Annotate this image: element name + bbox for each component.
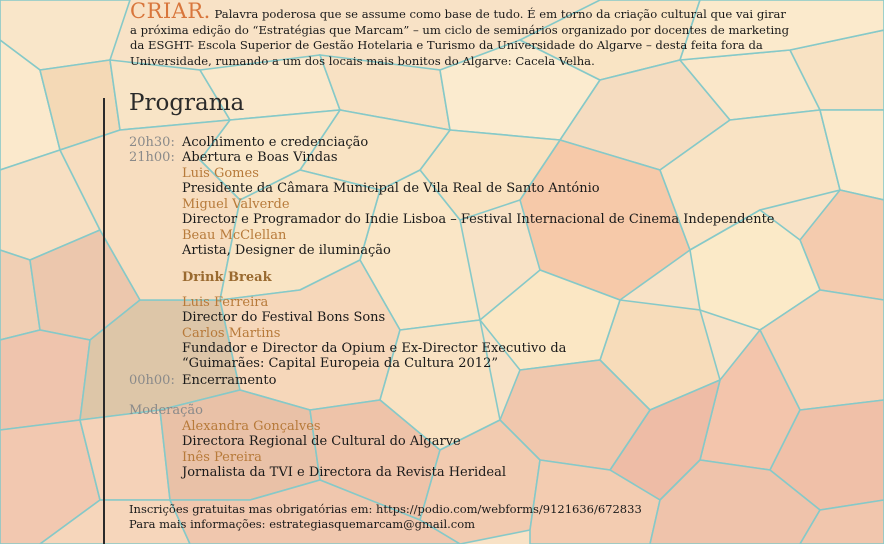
- item-abertura: Abertura e Boas Vindas: [182, 150, 338, 165]
- speaker-name-miguel-valverde: Miguel Valverde: [182, 197, 290, 212]
- speaker-name-luis-gomes: Luis Gomes: [182, 166, 259, 181]
- speaker-role-carlos-martins-1: Fundador e Director da Opium e Ex-Director Executivo da: [182, 341, 567, 356]
- time-2030: 20h30:: [129, 135, 175, 150]
- drink-break-label: Drink Break: [182, 270, 272, 285]
- speaker-name-carlos-martins: Carlos Martins: [182, 326, 281, 341]
- moderacao-label: Moderação: [129, 403, 203, 418]
- intro-text: Palavra poderosa que se assume como base de tudo. É em torno da criação cultural que vai girar a próxima edição do “Estratégias que Marcam” – um ciclo de seminários organizado por docentes de marketing da ESGHT- Escola Superior de Gestão Hotelaria e Turismo da Universidade do Algarve – desta feita fora da Universidade, rumando a um dos locais mais bonitos do Algarve: Cacela Velha.: [130, 7, 790, 68]
- moderator-role-alexandra: Directora Regional de Cultural do Algarve: [182, 434, 461, 449]
- time-0000: 00h00:: [129, 373, 175, 388]
- footer-registration: Inscrições gratuitas mas obrigatórias em: https://podio.com/webforms/9121636/672833: [129, 502, 642, 516]
- section-title-programa: Programa: [129, 90, 245, 116]
- timeline-divider: [103, 98, 105, 544]
- speaker-name-beau-mcclellan: Beau McClellan: [182, 228, 287, 243]
- footer-contact: Para mais informações: estrategiasquemarcam@gmail.com: [129, 517, 476, 531]
- speaker-role-miguel-valverde: Director e Programador do Indie Lisboa – Festival Internacional de Cinema Independente: [182, 212, 775, 227]
- speaker-name-luis-ferreira: Luis Ferreira: [182, 295, 269, 310]
- intro-keyword: CRIAR.: [130, 0, 211, 23]
- moderator-name-alexandra: Alexandra Gonçalves: [182, 419, 321, 434]
- speaker-role-carlos-martins-2: “Guimarães: Capital Europeia da Cultura 2012”: [182, 356, 498, 371]
- moderator-role-ines: Jornalista da TVI e Directora da Revista Herideal: [182, 465, 507, 480]
- speaker-role-luis-ferreira: Director do Festival Bons Sons: [182, 310, 386, 325]
- moderator-name-ines: Inês Pereira: [182, 450, 262, 465]
- item-acolhimento: Acolhimento e credenciação: [182, 135, 369, 150]
- intro-paragraph: [130, 0, 790, 69]
- speaker-role-luis-gomes: Presidente da Câmara Municipal de Vila Real de Santo António: [182, 181, 600, 196]
- item-encerramento: Encerramento: [182, 373, 277, 388]
- time-2100: 21h00:: [129, 150, 175, 165]
- speaker-role-beau-mcclellan: Artista, Designer de iluminação: [182, 243, 391, 258]
